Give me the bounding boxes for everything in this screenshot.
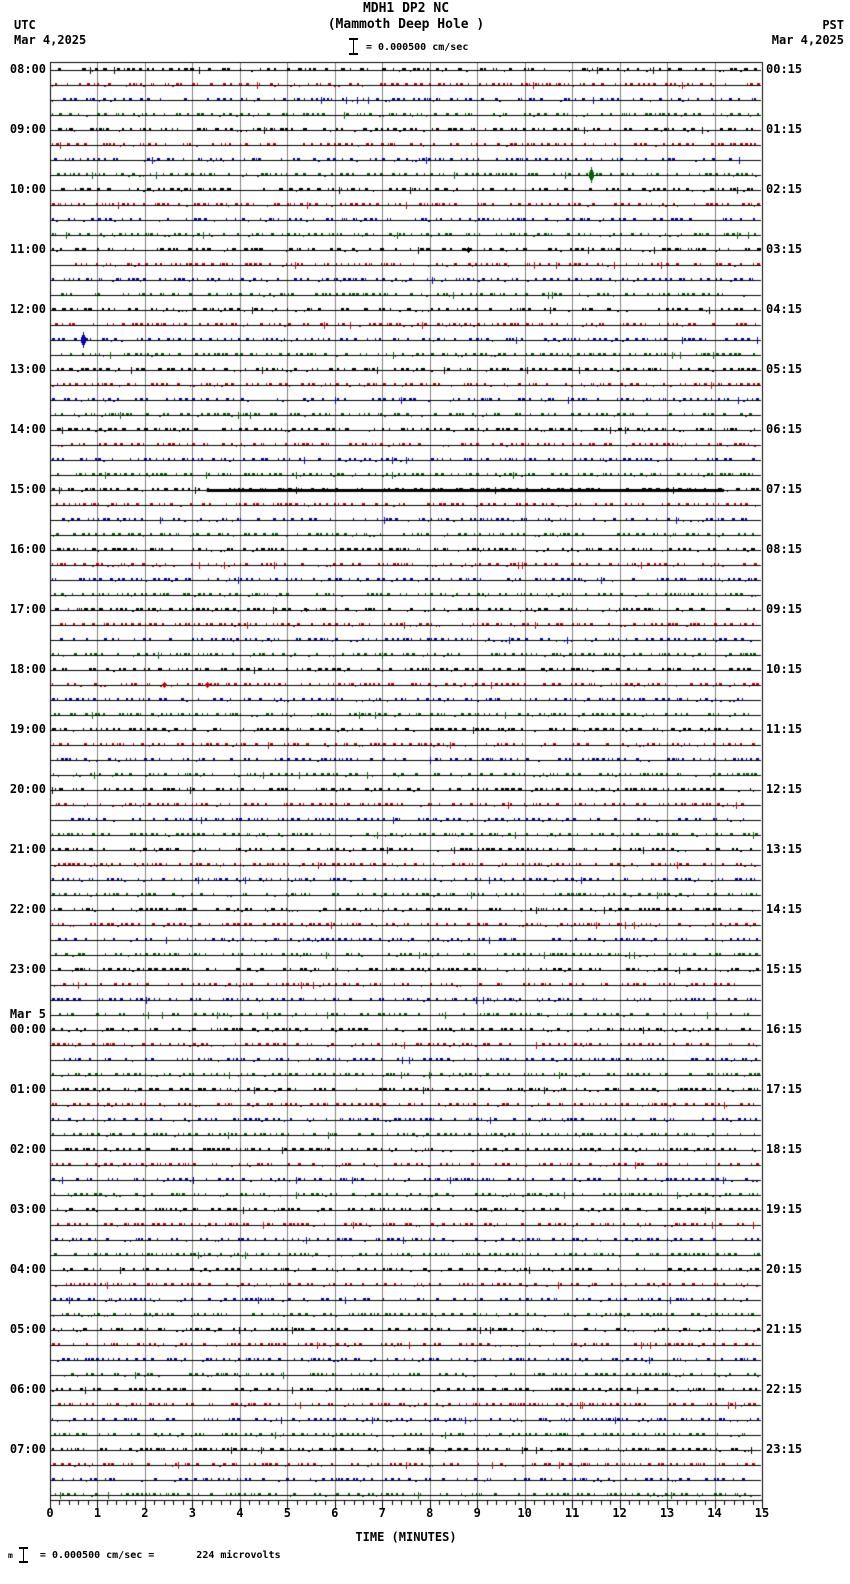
utc-hour-label: 06:00 [9, 1382, 46, 1396]
x-axis-tick-number: 0 [46, 1506, 54, 1520]
pst-hour-label: 03:15 [766, 242, 803, 256]
pst-hour-label: 00:15 [766, 62, 803, 76]
utc-hour-label: 10:00 [9, 182, 46, 196]
pst-hour-label: 17:15 [766, 1082, 803, 1096]
x-axis-tick-number: 10 [517, 1506, 532, 1520]
x-axis-tick-number: 15 [754, 1506, 770, 1520]
utc-hour-label: 11:00 [9, 242, 46, 256]
utc-hour-label: 17:00 [9, 602, 46, 616]
utc-hour-label: 04:00 [9, 1262, 46, 1276]
x-axis-tick-number: 2 [141, 1506, 149, 1520]
pst-hour-label: 07:15 [766, 482, 803, 496]
utc-hour-label: 21:00 [9, 842, 46, 856]
pst-hour-label: 22:15 [766, 1382, 803, 1396]
utc-hour-label: 00:00 [9, 1022, 46, 1036]
x-axis-tick-number: 12 [612, 1506, 627, 1520]
date-left: Mar 4,2025 [14, 33, 87, 47]
x-axis-title: TIME (MINUTES) [355, 1530, 457, 1544]
footer-scale-eq: = 0.000500 cm/sec = [39, 1550, 155, 1561]
pst-hour-label: 05:15 [766, 362, 803, 376]
x-axis-tick-number: 11 [564, 1506, 580, 1520]
station-title: MDH1 DP2 NC [362, 1, 450, 16]
x-axis-tick-number: 13 [659, 1506, 675, 1520]
scale-bar-icon [349, 38, 358, 55]
pst-hour-label: 20:15 [766, 1262, 803, 1276]
utc-hour-label: 16:00 [9, 542, 46, 556]
utc-hour-label: 01:00 [9, 1082, 46, 1096]
utc-hour-label: 20:00 [9, 782, 46, 796]
pst-hour-label: 10:15 [766, 662, 803, 676]
utc-hour-label: 07:00 [9, 1442, 46, 1456]
footer-scale-bar-icon [19, 1547, 28, 1563]
utc-hour-label: 08:00 [9, 62, 46, 76]
pst-hour-label: 23:15 [766, 1442, 803, 1456]
timezone-left: UTC [14, 18, 36, 32]
x-axis-tick-number: 5 [283, 1506, 291, 1520]
date-right: Mar 4,2025 [771, 33, 844, 47]
pst-hour-label: 11:15 [766, 722, 803, 736]
pst-hour-label: 04:15 [766, 302, 803, 316]
utc-hour-label: 09:00 [9, 122, 46, 136]
pst-hour-label: 12:15 [766, 782, 803, 796]
utc-hour-label: 02:00 [9, 1142, 46, 1156]
pst-hour-label: 13:15 [766, 842, 803, 856]
pst-hour-label: 18:15 [766, 1142, 803, 1156]
pst-hour-label: 08:15 [766, 542, 803, 556]
station-subtitle: (Mammoth Deep Hole ) [327, 17, 485, 32]
utc-hour-label: Mar 5 [9, 1007, 46, 1021]
pst-hour-label: 19:15 [766, 1202, 803, 1216]
amplitude-scale-note [349, 38, 468, 55]
utc-hour-label: 12:00 [9, 302, 46, 316]
x-axis-tick-number: 7 [378, 1506, 386, 1520]
footer-microvolts: 224 microvolts [196, 1550, 281, 1561]
utc-hour-label: 22:00 [9, 902, 46, 916]
x-axis-tick-number: 6 [331, 1506, 339, 1520]
utc-hour-label: 13:00 [9, 362, 46, 376]
pst-hour-label: 21:15 [766, 1322, 803, 1336]
pst-hour-label: 16:15 [766, 1022, 803, 1036]
utc-hour-label: 19:00 [9, 722, 46, 736]
utc-hour-label: 14:00 [9, 422, 46, 436]
pst-hour-label: 14:15 [766, 902, 803, 916]
footer-glyph: m [8, 1551, 13, 1560]
utc-hour-label: 23:00 [9, 962, 46, 976]
pst-hour-label: 06:15 [766, 422, 803, 436]
pst-hour-label: 01:15 [766, 122, 803, 136]
x-axis-tick-number: 1 [93, 1506, 102, 1520]
footer-scale-line [8, 1547, 281, 1563]
x-axis-tick-number: 8 [426, 1506, 434, 1520]
pst-hour-label: 09:15 [766, 602, 803, 616]
x-axis-tick-number: 4 [236, 1506, 244, 1520]
scale-note-text: = 0.000500 cm/sec [366, 41, 469, 53]
pst-hour-label: 02:15 [766, 182, 803, 196]
utc-hour-label: 15:00 [9, 482, 46, 496]
utc-hour-label: 03:00 [9, 1202, 46, 1216]
timezone-right: PST [822, 18, 844, 32]
pst-hour-label: 15:15 [766, 962, 803, 976]
x-axis-tick-number: 3 [188, 1506, 196, 1520]
utc-hour-label: 18:00 [9, 662, 46, 676]
x-axis-tick-number: 9 [473, 1506, 481, 1520]
x-axis-tick-number: 14 [707, 1506, 722, 1520]
utc-hour-label: 05:00 [9, 1322, 46, 1336]
